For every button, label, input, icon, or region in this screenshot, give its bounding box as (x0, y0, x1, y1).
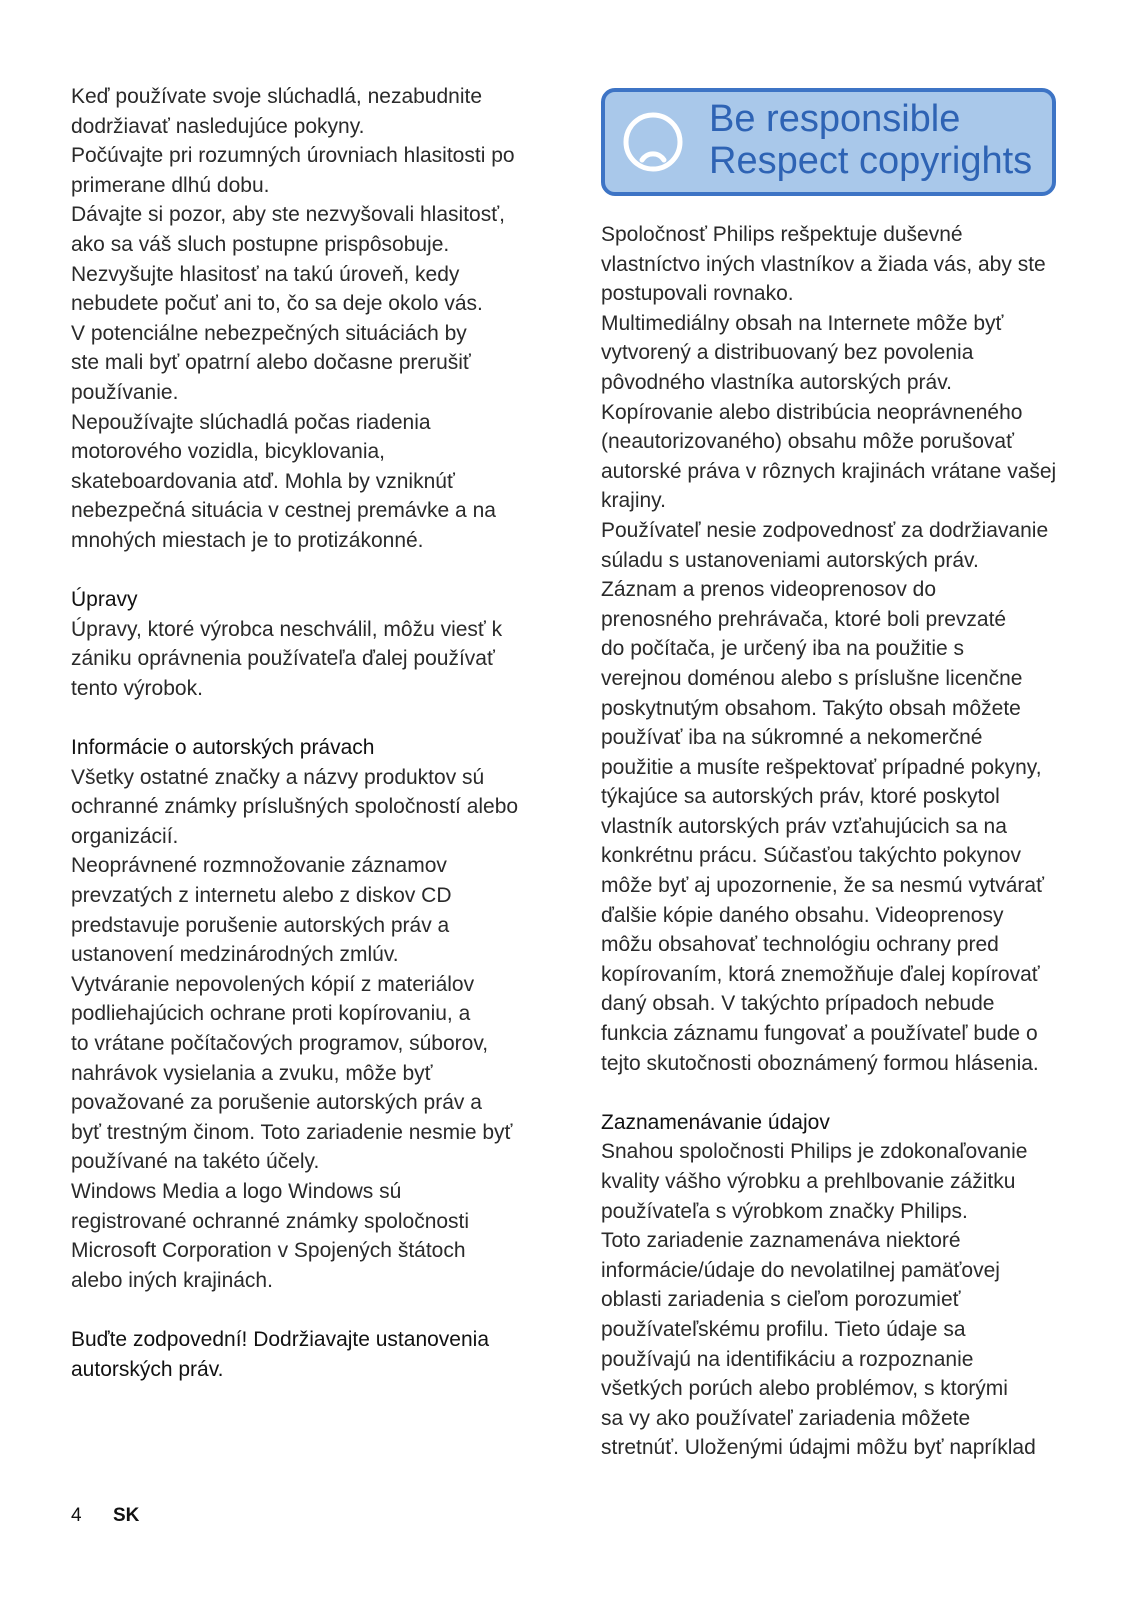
text-line: informácie/údaje do nevolatilnej pamäťovej (601, 1258, 1000, 1282)
text-line: používajú na identifikáciu a rozpoznanie (601, 1347, 974, 1371)
text-line: používateľa s výrobkom značky Philips. (601, 1199, 968, 1223)
language-code: SK (113, 1505, 140, 1526)
text-line: Dávajte si pozor, aby ste nezvyšovali hlasitosť, (71, 203, 505, 227)
closing-line: Buďte zodpovední! Dodržiavajte ustanovenia (71, 1327, 490, 1351)
text-line: postupovali rovnako. (601, 282, 794, 306)
copyright-text (71, 763, 541, 1296)
text-line: krajiny. (601, 489, 666, 513)
text-line: podliehajúcich ochrane proti kopírovaniu, a (71, 1002, 471, 1026)
page-number: 4 (71, 1505, 82, 1526)
text-line: daný obsah. V takýchto prípadoch nebude (601, 992, 995, 1016)
text-line: alebo iných krajinách. (71, 1268, 273, 1292)
text-line: používanie. (71, 380, 179, 404)
text-line: ako sa váš sluch postupne prispôsobuje. (71, 232, 450, 256)
text-line: Úpravy, ktoré výrobca neschválil, môžu viesť k (71, 617, 503, 641)
be-responsible-banner (601, 88, 1056, 196)
text-line: nebezpečná situácia v cestnej premávke a na (71, 499, 496, 523)
text-line: Snahou spoločnosti Philips je zdokonaľovanie (601, 1140, 1028, 1164)
spacer (601, 1078, 1063, 1108)
text-line: použitie a musíte rešpektovať prípadné pokyny, (601, 755, 1042, 779)
text-line: dodržiavať nasledujúce pokyny. (71, 114, 365, 138)
text-line: byť trestným činom. Toto zariadenie nesmie byť (71, 1120, 513, 1144)
text-line: tento výrobok. (71, 676, 203, 700)
banner-title (709, 98, 1032, 182)
text-line: považované za porušenie autorských práv a (71, 1091, 482, 1115)
text-line: používané na takéto účely. (71, 1150, 320, 1174)
text-line: nahrávok vysielania a zvuku, môže byť (71, 1061, 433, 1085)
text-line: Spoločnosť Philips rešpektuje duševné (601, 223, 963, 246)
banner-line-1: Be responsible (709, 98, 961, 140)
text-line: pôvodného vlastníka autorských práv. (601, 370, 952, 394)
text-line: Počúvajte pri rozumných úrovniach hlasitosti po (71, 144, 515, 168)
text-line: môžu obsahovať technológiu ochrany pred (601, 933, 999, 957)
right-column (601, 220, 1063, 1463)
text-line: primerane dlhú dobu. (71, 173, 270, 197)
page-footer (71, 1505, 139, 1527)
closing-line: autorských práv. (71, 1357, 224, 1381)
text-line: do počítača, je určený iba na použitie s (601, 637, 965, 661)
text-line: (neautorizovaného) obsahu môže porušovať (601, 430, 1014, 454)
section-heading-copyright: Informácie o autorských právach (71, 736, 375, 760)
text-line: mnohých miestach je to protizákonné. (71, 528, 424, 552)
left-column (71, 82, 541, 1384)
text-line: motorového vozidla, bicyklovania, (71, 440, 385, 464)
text-line: registrované ochranné známky spoločnosti (71, 1209, 470, 1233)
text-line: sa vy ako používateľ zariadenia môžete (601, 1406, 971, 1430)
text-line: používateľskému profilu. Tieto údaje sa (601, 1317, 966, 1341)
text-line: Neoprávnené rozmnožovanie záznamov (71, 854, 447, 878)
text-line: prenosného prehrávača, ktoré boli prevzaté (601, 607, 1007, 631)
text-line: môže byť aj upozornenie, že sa nesmú vytvárať (601, 874, 1044, 898)
text-line: Toto zariadenie zaznamenáva niektoré (601, 1229, 961, 1253)
philips-shield-icon (623, 112, 683, 172)
modifications-text (71, 615, 541, 704)
text-line: stretnúť. Uloženými údajmi môžu byť napríklad (601, 1436, 1036, 1460)
text-line: Záznam a prenos videoprenosov do (601, 578, 937, 602)
text-line: konkrétnu prácu. Súčasťou takýchto pokynov (601, 844, 1021, 868)
safety-text (71, 82, 541, 556)
data-logging-text (601, 1137, 1063, 1463)
text-line: všetkých porúch alebo problémov, s ktorými (601, 1377, 1008, 1401)
text-line: Microsoft Corporation v Spojených štátoch (71, 1239, 466, 1263)
text-line: Keď používate svoje slúchadlá, nezabudnite (71, 85, 483, 108)
section-heading-data-logging: Zaznamenávanie údajov (601, 1110, 830, 1134)
text-line: V potenciálne nebezpečných situáciách by (71, 321, 467, 345)
text-line: kopírovaním, ktorá znemožňuje ďalej kopírovať (601, 962, 1040, 986)
text-line: ďalšie kópie daného obsahu. Videoprenosy (601, 903, 1004, 927)
text-line: Kopírovanie alebo distribúcia neoprávneného (601, 400, 1023, 424)
closing-statement (71, 1325, 541, 1384)
text-line: prevzatých z internetu alebo z diskov CD (71, 884, 452, 908)
text-line: Nezvyšujte hlasitosť na takú úroveň, kedy (71, 262, 460, 286)
text-line: vytvorený a distribuovaný bez povolenia (601, 341, 974, 365)
text-line: Windows Media a logo Windows sú (71, 1179, 402, 1203)
text-line: týkajúce sa autorských práv, ktoré poskytol (601, 785, 1000, 809)
spacer (71, 556, 541, 586)
text-line: zániku oprávnenia používateľa ďalej používať (71, 647, 495, 671)
text-line: vlastníctvo iných vlastníkov a žiada vás, aby ste (601, 252, 1046, 276)
text-line: Používateľ nesie zodpovednosť za dodržiavanie (601, 518, 1049, 542)
philips-copyright-text (601, 220, 1063, 1078)
text-line: ustanovení medzinárodných zmlúv. (71, 943, 399, 967)
text-line: Multimediálny obsah na Internete môže byť (601, 311, 1004, 335)
spacer (71, 1295, 541, 1325)
text-line: vlastník autorských práv vzťahujúcich sa na (601, 814, 1007, 838)
text-line: Vytváranie nepovolených kópií z materiálov (71, 972, 475, 996)
text-line: autorské práva v rôznych krajinách vrátane vašej (601, 459, 1057, 483)
section-heading-modifications: Úpravy (71, 588, 138, 612)
text-line: súladu s ustanoveniami autorských práv. (601, 548, 979, 572)
text-line: Nepoužívajte slúchadlá počas riadenia (71, 410, 431, 434)
text-line: organizácií. (71, 824, 179, 848)
text-line: oblasti zariadenia s cieľom porozumieť (601, 1288, 961, 1312)
text-line: ochranné známky príslušných spoločností alebo (71, 795, 519, 819)
text-line: používať iba na súkromné a nekomerčné (601, 726, 983, 750)
text-line: funkcia záznamu fungovať a používateľ bude o (601, 1022, 1038, 1046)
text-line: to vrátane počítačových programov, súborov, (71, 1032, 489, 1055)
text-line: kvality vášho výrobku a prehlbovanie zážitku (601, 1170, 1016, 1193)
text-line: poskytnutým obsahom. Takýto obsah môžete (601, 696, 1021, 720)
spacer (71, 703, 541, 733)
text-line: ste mali byť opatrní alebo dočasne prerušiť (71, 351, 471, 375)
text-line: verejnou doménou alebo s príslušne licenčne (601, 666, 1023, 690)
text-line: tejto skutočnosti oboznámený formou hlásenia. (601, 1051, 1039, 1075)
banner-line-2: Respect copyrights (709, 140, 1033, 182)
text-line: Všetky ostatné značky a názvy produktov sú (71, 765, 485, 789)
text-line: nebudete počuť ani to, čo sa deje okolo vás. (71, 292, 483, 316)
text-line: skateboardovania atď. Mohla by vzniknúť (71, 469, 455, 493)
text-line: predstavuje porušenie autorských práv a (71, 913, 450, 937)
